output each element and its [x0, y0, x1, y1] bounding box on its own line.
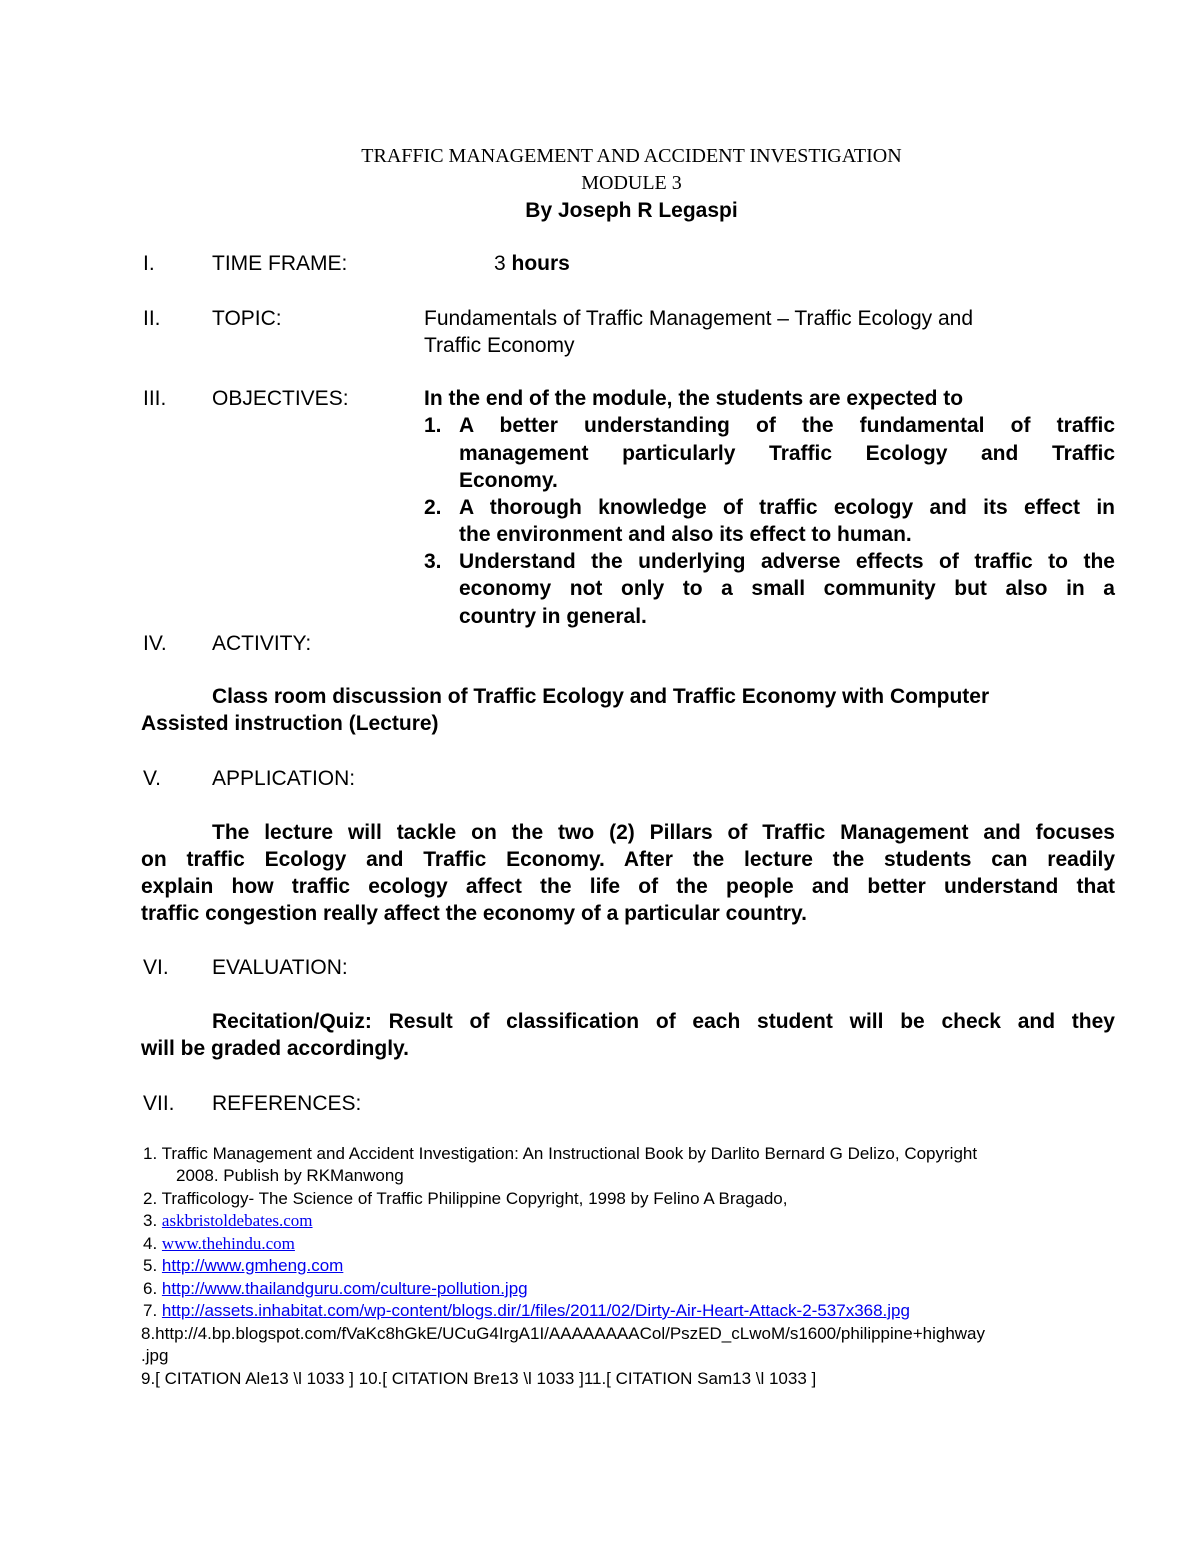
- time-frame-value: [494, 252, 570, 276]
- reference-3: [143, 1211, 313, 1231]
- section-label-time-frame: TIME FRAME:: [212, 252, 348, 275]
- objective-number: 2.: [424, 496, 442, 519]
- reference-number: 5.: [143, 1256, 158, 1275]
- application-line-2: on traffic Ecology and Traffic Economy. After the lecture the students can readily: [141, 848, 1115, 871]
- section-number: VI.: [143, 956, 169, 979]
- section-number: II.: [143, 307, 161, 330]
- reference-number: 6.: [143, 1279, 158, 1298]
- objective-2-line-2: the environment and also its effect to human.: [459, 523, 912, 546]
- section-label-activity: ACTIVITY:: [212, 632, 312, 655]
- objective-number: 1.: [424, 414, 442, 437]
- reference-5: [143, 1256, 343, 1276]
- section-number: VII.: [143, 1092, 175, 1115]
- section-label-topic: TOPIC:: [212, 307, 282, 330]
- evaluation-line-1: Recitation/Quiz: Result of classification of each student will be check and they: [212, 1010, 1115, 1033]
- reference-number: 7.: [143, 1301, 158, 1320]
- module-label: MODULE 3: [581, 172, 682, 194]
- objective-number: 3.: [424, 550, 442, 573]
- section-number: V.: [143, 767, 161, 790]
- reference-number: 4.: [143, 1234, 158, 1253]
- reference-1-line-2: 2008. Publish by RKManwong: [176, 1166, 404, 1185]
- section-label-evaluation: EVALUATION:: [212, 956, 348, 979]
- reference-7-link[interactable]: http://assets.inhabitat.com/wp-content/blogs.dir/1/files/2011/02/Dirty-Air-Heart-Attack-2-537x368.jpg: [161, 1301, 910, 1320]
- reference-4: [143, 1234, 295, 1254]
- reference-6-link[interactable]: http://www.thailandguru.com/culture-pollution.jpg: [161, 1279, 528, 1298]
- objective-2-line-1: A thorough knowledge of traffic ecology and its effect in: [459, 496, 1115, 519]
- topic-line-2: Traffic Economy: [424, 334, 575, 357]
- section-label-application: APPLICATION:: [212, 767, 356, 790]
- time-frame-number: 3: [494, 252, 506, 275]
- time-frame-unit: hours: [511, 252, 570, 275]
- application-line-3: explain how traffic ecology affect the life of the people and better understand that: [141, 875, 1115, 898]
- reference-7: [143, 1301, 910, 1321]
- application-line-1: The lecture will tackle on the two (2) Pillars of Traffic Management and focuses: [212, 821, 1115, 844]
- objective-3-line-3: country in general.: [459, 605, 647, 628]
- objective-1-line-3: Economy.: [459, 469, 558, 492]
- section-label-objectives: OBJECTIVES:: [212, 387, 349, 410]
- objective-1-line-2: management particularly Traffic Ecology and Traffic: [459, 442, 1115, 465]
- author-line: By Joseph R Legaspi: [525, 199, 738, 222]
- reference-9-citations: 9.[ CITATION Ale13 \l 1033 ] 10.[ CITATION Bre13 \l 1033 ]11.[ CITATION Sam13 \l 1033 ]: [141, 1369, 817, 1388]
- application-line-4: traffic congestion really affect the economy of a particular country.: [141, 902, 807, 925]
- objective-3-line-1: Understand the underlying adverse effects of traffic to the: [459, 550, 1115, 573]
- reference-3-link[interactable]: askbristoldebates.com: [161, 1211, 313, 1230]
- section-label-references: REFERENCES:: [212, 1092, 362, 1115]
- section-number: III.: [143, 387, 167, 410]
- activity-line-2: Assisted instruction (Lecture): [141, 712, 439, 735]
- activity-line-1: Class room discussion of Traffic Ecology and Traffic Economy with Computer: [212, 685, 990, 708]
- reference-8-line-1: 8.http://4.bp.blogspot.com/fVaKc8hGkE/UCuG4IrgA1I/AAAAAAAACol/PszED_cLwoM/s1600/philippine+highway: [141, 1324, 985, 1343]
- reference-4-link[interactable]: www.thehindu.com: [161, 1234, 295, 1253]
- reference-6: [143, 1279, 528, 1299]
- objectives-intro: In the end of the module, the students are expected to: [424, 387, 964, 410]
- objective-1-line-1: A better understanding of the fundamental of traffic: [459, 414, 1115, 437]
- topic-line-1: Fundamentals of Traffic Management – Traffic Ecology and: [424, 307, 974, 330]
- objective-3-line-2: economy not only to a small community but also in a: [459, 577, 1115, 600]
- document-title: TRAFFIC MANAGEMENT AND ACCIDENT INVESTIGATION: [361, 145, 902, 167]
- reference-2: 2. Trafficology- The Science of Traffic Philippine Copyright, 1998 by Felino A Bragado,: [143, 1189, 788, 1208]
- reference-8-line-2: .jpg: [141, 1346, 169, 1365]
- reference-number: 3.: [143, 1211, 158, 1230]
- evaluation-line-2: will be graded accordingly.: [141, 1037, 410, 1060]
- section-number: IV.: [143, 632, 167, 655]
- reference-5-link[interactable]: http://www.gmheng.com: [161, 1256, 344, 1275]
- section-number: I.: [143, 252, 155, 275]
- reference-1-line-1: 1. Traffic Management and Accident Investigation: An Instructional Book by Darlito Bernard G Delizo, Copyright: [143, 1144, 978, 1163]
